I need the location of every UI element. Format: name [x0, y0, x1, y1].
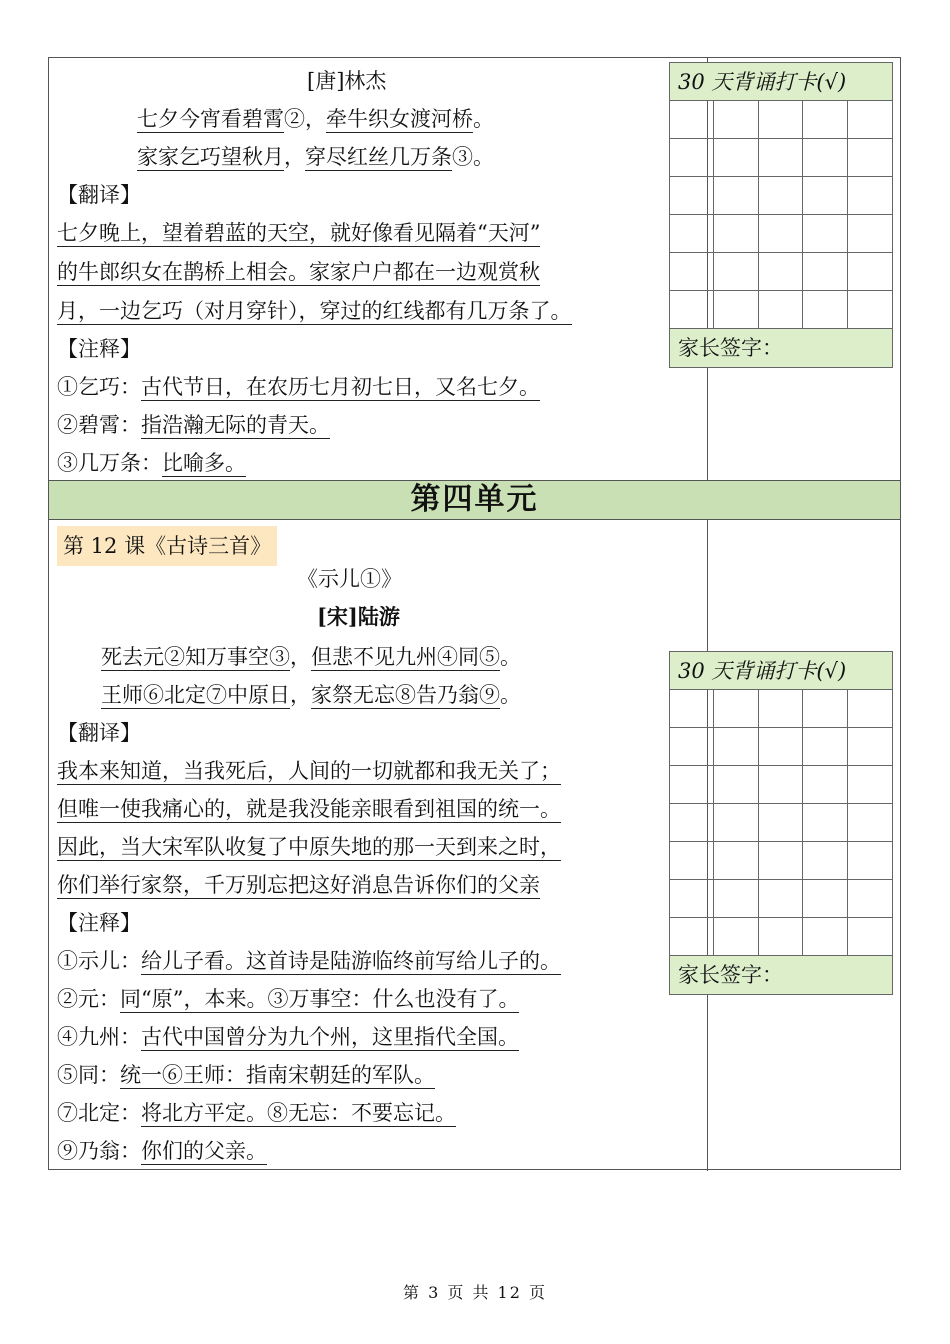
note-item: ③几万条：比喻多。	[57, 451, 246, 475]
checkin-cell[interactable]	[670, 101, 714, 139]
checkin-cell[interactable]	[848, 918, 892, 956]
checkin-cell[interactable]	[670, 253, 714, 291]
checkin-cell[interactable]	[759, 804, 803, 842]
checkin-cell[interactable]	[714, 690, 758, 728]
translation-line-3: 月，一边乞巧（对月穿针），穿过的红线都有几万条了。	[57, 299, 572, 323]
poem-line-1: 七夕今宵看碧霄②，牵牛织女渡河桥。	[137, 107, 494, 131]
translation-heading: 【翻译】	[57, 183, 141, 207]
checkin-cell[interactable]	[670, 139, 714, 177]
note-item: ①示儿：给儿子看。这首诗是陆游临终前写给儿子的。	[57, 949, 561, 973]
unit-title-band: 第四单元	[49, 480, 900, 520]
checkin-cell[interactable]	[803, 728, 847, 766]
checkin-cell[interactable]	[759, 690, 803, 728]
checkin-cell[interactable]	[714, 728, 758, 766]
checkin-cell[interactable]	[848, 291, 892, 329]
translation-line-2: 但唯一使我痛心的，就是我没能亲眼看到祖国的统一。	[57, 797, 561, 821]
poem-line-2: 家家乞巧望秋月，穿尽红丝几万条③。	[137, 145, 494, 169]
checkin-cell[interactable]	[714, 177, 758, 215]
checkin-cell[interactable]	[714, 918, 758, 956]
checkin-cell[interactable]	[848, 101, 892, 139]
translation-line-1: 我本来知道，当我死后，人间的一切就都和我无关了；	[57, 759, 561, 783]
checkin-cell[interactable]	[670, 215, 714, 253]
checkin-cell[interactable]	[848, 690, 892, 728]
poem-author: [宋]陆游	[317, 604, 400, 629]
notes-heading: 【注释】	[57, 337, 141, 361]
checkin-title: 30 天背诵打卡(√)	[670, 63, 892, 101]
checkin-cell[interactable]	[670, 766, 714, 804]
checkin-cell[interactable]	[714, 291, 758, 329]
checkin-cell[interactable]	[848, 139, 892, 177]
checkin-cell[interactable]	[670, 804, 714, 842]
checkin-title: 30 天背诵打卡(√)	[670, 652, 892, 690]
note-item: ④九州：古代中国曾分为九个州，这里指代全国。	[57, 1025, 519, 1049]
checkin-cell[interactable]	[714, 253, 758, 291]
checkin-cell[interactable]	[714, 842, 758, 880]
checkin-cell[interactable]	[714, 804, 758, 842]
checkin-cell[interactable]	[714, 139, 758, 177]
checkin-cell[interactable]	[803, 177, 847, 215]
translation-line-3: 因此，当大宋军队收复了中原失地的那一天到来之时，	[57, 835, 561, 859]
checkin-cell[interactable]	[848, 728, 892, 766]
note-item: ②碧霄：指浩瀚无际的青天。	[57, 413, 330, 437]
translation-line-1: 七夕晚上，望着碧蓝的天空，就好像看见隔着“天河”	[57, 221, 541, 245]
checkin-cell[interactable]	[848, 215, 892, 253]
checkin-cell[interactable]	[848, 880, 892, 918]
checkin-cell[interactable]	[848, 177, 892, 215]
translation-line-4: 你们举行家祭，千万别忘把这好消息告诉你们的父亲	[57, 873, 540, 897]
checkin-cell[interactable]	[714, 215, 758, 253]
checkin-cell[interactable]	[803, 215, 847, 253]
parent-signature-field[interactable]: 家长签字：	[670, 329, 892, 367]
checkin-cell[interactable]	[803, 804, 847, 842]
checkin-cell[interactable]	[670, 177, 714, 215]
note-item: ⑨乃翁：你们的父亲。	[57, 1139, 267, 1163]
checkin-cell[interactable]	[759, 139, 803, 177]
checkin-cell[interactable]	[714, 766, 758, 804]
poem-author: [唐]林杰	[307, 69, 387, 93]
checkin-cell[interactable]	[803, 880, 847, 918]
page-footer: 第 3 页 共 12 页	[403, 1283, 547, 1302]
checkin-cell[interactable]	[670, 842, 714, 880]
checkin-cell[interactable]	[803, 842, 847, 880]
checkin-cell[interactable]	[803, 101, 847, 139]
checkin-cell[interactable]	[759, 253, 803, 291]
checkin-cell[interactable]	[714, 101, 758, 139]
checkin-cell[interactable]	[759, 215, 803, 253]
checkin-cell[interactable]	[759, 101, 803, 139]
checkin-cell[interactable]	[670, 291, 714, 329]
checkin-cell[interactable]	[803, 690, 847, 728]
translation-heading: 【翻译】	[57, 721, 141, 745]
poem-shier-section	[49, 520, 659, 1171]
checkin-cell[interactable]	[803, 766, 847, 804]
page-table	[48, 57, 901, 1170]
poem-line-2: 王师⑥北定⑦中原日，家祭无忘⑧告乃翁⑨。	[101, 683, 521, 707]
checkin-cell[interactable]	[759, 291, 803, 329]
checkin-cell[interactable]	[848, 804, 892, 842]
note-item: ⑤同：统一⑥王师：指南宋朝廷的军队。	[57, 1063, 435, 1087]
lesson-tag: 第 12 课《古诗三首》	[57, 526, 277, 566]
checkin-cell[interactable]	[759, 766, 803, 804]
checkin-cell[interactable]	[670, 690, 714, 728]
checkin-grid	[670, 690, 892, 956]
checkin-grid	[670, 101, 892, 329]
note-item: ⑦北定：将北方平定。⑧无忘：不要忘记。	[57, 1101, 456, 1125]
recitation-checkin-box-2	[669, 651, 893, 995]
note-item: ②元：同“原”，本来。③万事空：什么也没有了。	[57, 987, 520, 1011]
checkin-cell[interactable]	[848, 842, 892, 880]
checkin-cell[interactable]	[670, 918, 714, 956]
translation-line-2: 的牛郎织女在鹊桥上相会。家家户户都在一边观赏秋	[57, 260, 540, 284]
checkin-cell[interactable]	[759, 177, 803, 215]
checkin-cell[interactable]	[759, 918, 803, 956]
checkin-cell[interactable]	[803, 291, 847, 329]
poem-qixi-section	[49, 58, 659, 480]
parent-signature-field[interactable]: 家长签字：	[670, 956, 892, 994]
poem-title: 《示儿①》	[297, 567, 402, 591]
note-item: ①乞巧：古代节日，在农历七月初七日，又名七夕。	[57, 375, 540, 399]
checkin-cell[interactable]	[759, 842, 803, 880]
checkin-cell[interactable]	[803, 139, 847, 177]
checkin-cell[interactable]	[670, 880, 714, 918]
checkin-cell[interactable]	[670, 728, 714, 766]
checkin-cell[interactable]	[714, 880, 758, 918]
checkin-cell[interactable]	[848, 253, 892, 291]
notes-heading: 【注释】	[57, 911, 141, 935]
checkin-cell[interactable]	[759, 880, 803, 918]
checkin-cell[interactable]	[848, 766, 892, 804]
checkin-cell[interactable]	[759, 728, 803, 766]
recitation-checkin-box-1	[669, 62, 893, 368]
checkin-cell[interactable]	[803, 918, 847, 956]
poem-line-1: 死去元②知万事空③，但悲不见九州④同⑤。	[101, 645, 521, 669]
checkin-cell[interactable]	[803, 253, 847, 291]
